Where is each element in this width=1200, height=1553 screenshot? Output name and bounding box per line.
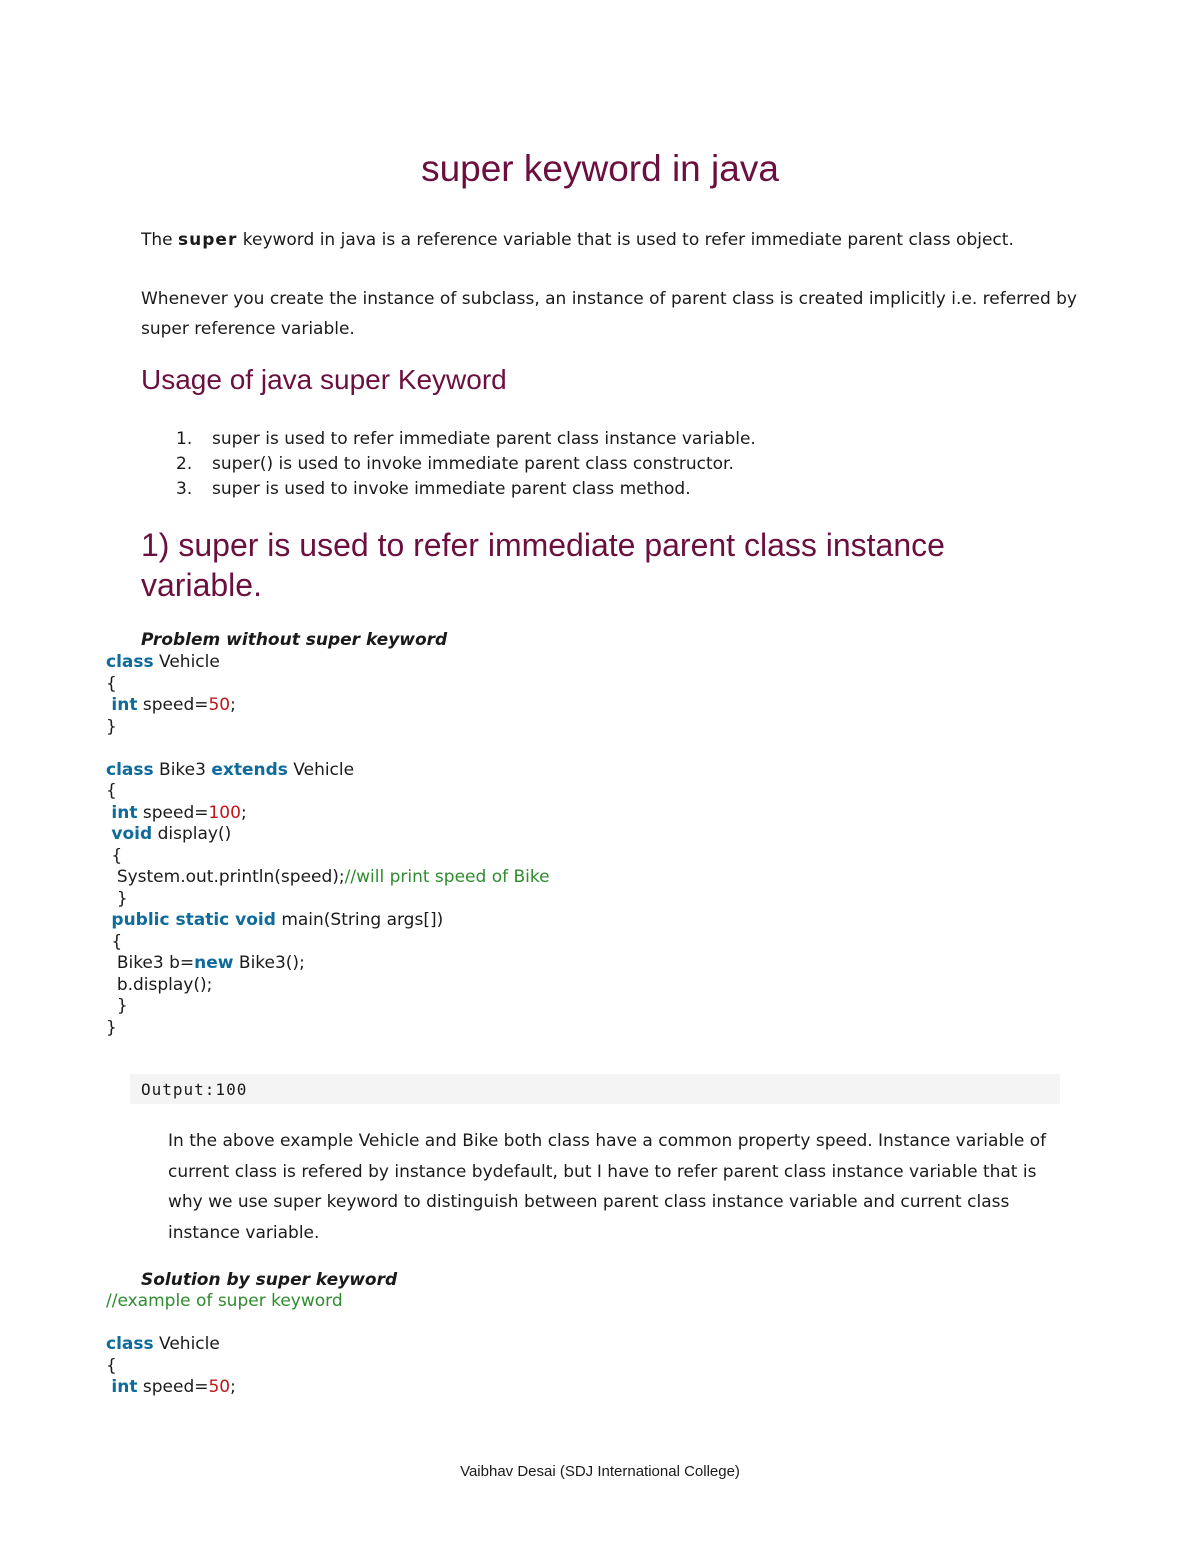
code-token: } <box>116 996 128 1016</box>
list-text: super() is used to invoke immediate parent class constructor. <box>212 454 734 474</box>
code-token: speed= <box>137 1377 209 1397</box>
output-text: Output:100 <box>141 1080 248 1099</box>
list-text: super is used to refer immediate parent class instance variable. <box>212 429 756 449</box>
code-token: class <box>106 1334 154 1354</box>
list-number: 3. <box>176 479 193 499</box>
code-token: 50 <box>208 1377 231 1397</box>
code-token: { <box>106 1355 117 1376</box>
usage-list <box>176 427 756 502</box>
code-token: main(String args[]) <box>275 910 444 930</box>
intro-paragraph-1 <box>141 225 1091 255</box>
code-token: { <box>106 673 117 694</box>
code-token: speed= <box>137 802 209 823</box>
code-token: new <box>194 953 234 973</box>
code-token: Bike3 <box>153 759 212 780</box>
list-item <box>176 427 756 452</box>
code-block-problem <box>106 652 550 1039</box>
list-item <box>176 452 756 477</box>
code-token: b.display(); <box>116 974 213 995</box>
code-token: 50 <box>208 695 231 715</box>
code-token: int <box>111 802 138 823</box>
intro-p1-start: The <box>141 230 179 250</box>
code-token: } <box>116 888 128 909</box>
code-token: ; <box>230 695 236 715</box>
section-heading: 1) super is used to refer immediate parent class instance variable. <box>141 527 945 603</box>
code-block-solution <box>106 1291 343 1399</box>
code-token: } <box>106 1017 117 1038</box>
intro-p1-end: keyword in java is a reference variable that is used to refer immediate parent class object. <box>237 230 1014 250</box>
intro-paragraph-2: Whenever you create the instance of subclass, an instance of parent class is created implicitly i.e. referred by super reference variable. <box>141 289 1077 339</box>
code-token: { <box>111 931 123 952</box>
code-token: int <box>111 695 138 715</box>
code-token: class <box>106 652 154 672</box>
code-token: speed= <box>137 695 209 715</box>
list-number: 2. <box>176 454 193 474</box>
usage-heading: Usage of java super Keyword <box>141 364 507 395</box>
code-token: //example of super keyword <box>106 1291 343 1311</box>
code-token: { <box>111 845 123 866</box>
explanation-paragraph: In the above example Vehicle and Bike both class have a common property speed. Instance variable of current class is refered by instance bydefault, but I have to refer parent class instance variable that is why we use super keyword to distinguish between parent class instance variable and current class instance variable. <box>168 1131 1047 1243</box>
footer-author: Vaibhav Desai (SDJ International College) <box>460 1463 740 1480</box>
code-token: extends <box>211 759 288 780</box>
code-token: Bike3 b= <box>116 953 195 973</box>
code-token: System.out.println(speed); <box>116 867 345 887</box>
super-bold: super <box>178 230 238 250</box>
solution-heading: Solution by super keyword <box>141 1270 398 1290</box>
page-title: super keyword in java <box>421 148 779 189</box>
code-token: int <box>111 1377 138 1397</box>
code-token: { <box>106 781 117 801</box>
code-token: display() <box>152 824 232 844</box>
problem-heading: Problem without super keyword <box>141 630 448 650</box>
code-token: Vehicle <box>287 759 355 780</box>
list-text: super is used to invoke immediate parent class method. <box>212 479 691 499</box>
code-token: Vehicle <box>153 1334 220 1354</box>
code-token: } <box>106 716 117 737</box>
code-token: void <box>111 824 153 844</box>
code-token: ; <box>240 802 247 823</box>
code-token: class <box>106 759 154 780</box>
output-box <box>130 1074 1060 1104</box>
code-token: 100 <box>208 802 241 823</box>
list-number: 1. <box>176 429 193 449</box>
code-token: Bike3(); <box>233 953 305 973</box>
code-token: ; <box>230 1377 236 1397</box>
code-token: public static void <box>111 910 276 930</box>
code-token: Vehicle <box>153 652 220 672</box>
code-token: //will print speed of Bike <box>344 867 550 887</box>
list-item <box>176 477 756 502</box>
